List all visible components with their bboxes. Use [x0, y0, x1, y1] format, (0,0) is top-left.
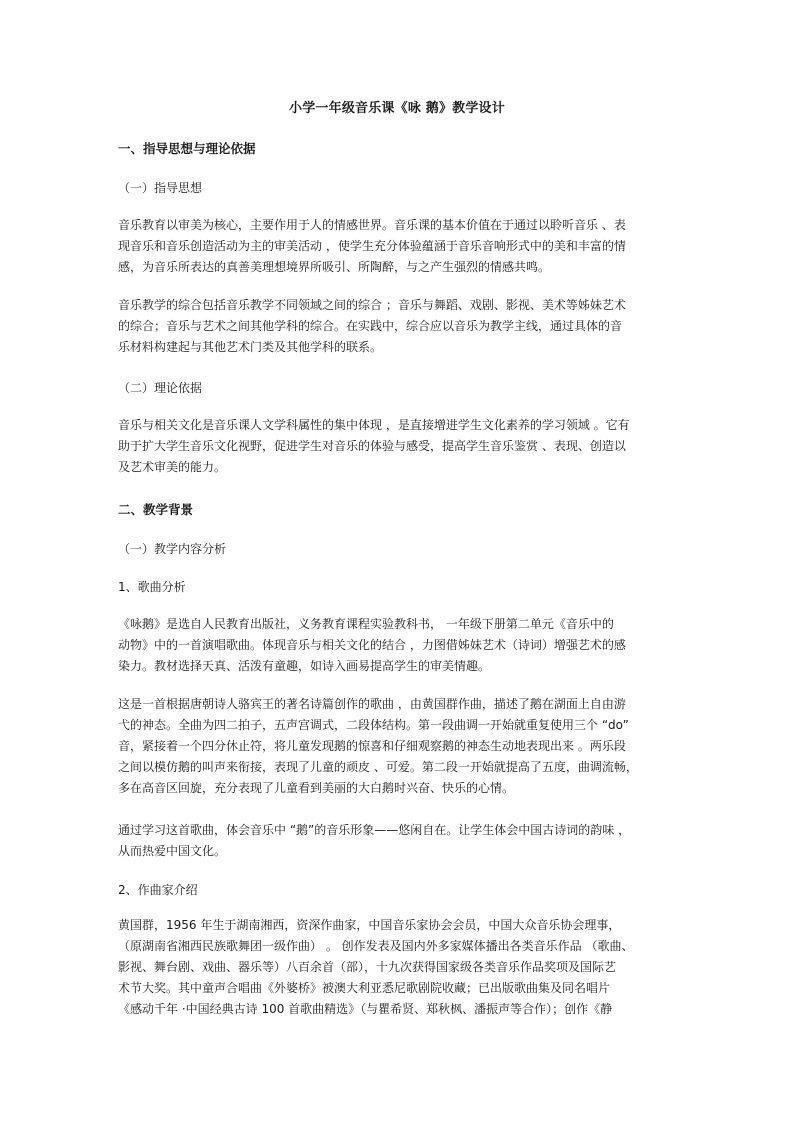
paragraph-song-structure: [118, 694, 684, 799]
section-2-heading: 二、教学背景: [118, 502, 194, 517]
paragraph-line: 黄国群，1956 年生于湖南湘西，资深作曲家，中国音乐家协会会员，中国大众音乐协会理事，: [118, 918, 621, 932]
paragraph-line: 感，为音乐所表达的真善美理想境界所吸引、所陶醉，与之产生强烈的情感共鸣。: [118, 260, 551, 274]
paragraph-line: 动物》中的一首演唱歌曲。体现音乐与相关文化的结合 ，力图借姊妹艺术（诗词）增强艺术的感: [118, 638, 626, 652]
section-1-heading: 一、指导思想与理论依据: [118, 141, 256, 156]
item-composer-intro: 2、作曲家介绍: [118, 883, 198, 897]
paragraph-line: 多在高音区回旋，充分表现了儿童看到美丽的大白鹅时兴奋、快乐的心情。: [118, 781, 515, 795]
paragraph-line: 现音乐和音乐创造活动为主的审美活动 ，使学生充分体验蕴涵于音乐音响形式中的美和丰富的情: [118, 239, 626, 253]
paragraph-line: 的综合；音乐与艺术之间其他学科的综合。在实践中，综合应以音乐为教学主线，通过具体的音: [118, 319, 623, 333]
paragraph-line: 染力。教材选择天真、活泼有童趣，如诗入画易提高学生的审美情趣。: [118, 659, 491, 673]
paragraph-line: 《咏鹅》是选自人民教育出版社，义务教育课程实验教科书， 一年级下册第二单元《音乐中的: [118, 617, 614, 631]
item-song-analysis: 1、歌曲分析: [118, 580, 186, 594]
paragraph-line: 音，紧接着一个四分休止符，将儿童发现鹅的惊喜和仔细观察鹅的神态生动地表现出来 。两乐段: [118, 739, 626, 753]
paragraph-line: 这是一首根据唐朝诗人骆宾王的著名诗篇创作的歌曲 ，由黄国群作曲，描述了鹅在湖面上自由游: [118, 697, 626, 711]
paragraph-line: 及艺术审美的能力。: [118, 460, 227, 474]
paragraph-line: 通过学习这首歌曲，体会音乐中 “鹅”的音乐形象——悠闲自在。让学生体会中国古诗词的韵味 ，: [118, 823, 631, 837]
paragraph-integration: [118, 295, 684, 358]
paragraph-learning-goal: [118, 820, 684, 862]
paragraph-composer: [118, 915, 684, 1020]
subsection-content-analysis: （一）教学内容分析: [118, 542, 227, 556]
paragraph-line: 术节大奖。其中童声合唱曲《外婆桥》被澳大利亚悉尼歌剧院收藏；已出版歌曲集及同名唱片: [118, 981, 611, 995]
paragraph-line: 弋的神态。全曲为四二拍子，五声宫调式，二段体结构。第一段曲调一开始就重复使用三个 “do”: [118, 718, 629, 732]
paragraph-line: 乐材料构建起与其他艺术门类及其他学科的联系。: [118, 340, 383, 354]
paragraph-line: 音乐教学的综合包括音乐教学不同领域之间的综合 ；音乐与舞蹈、戏剧、影视、美术等姊妹艺术: [118, 298, 626, 312]
paragraph-line: （原湖南省湘西民族歌舞团一级作曲） 。 创作发表及国内外多家媒体播出各类音乐作品 （歌曲、: [118, 939, 634, 953]
paragraph-music-education: [118, 215, 684, 278]
paragraph-line: 从而热爱中国文化。: [118, 844, 227, 858]
paragraph-line: 音乐教育以审美为核心，主要作用于人的情感世界。音乐课的基本价值在于通过以聆听音乐 、表: [118, 218, 626, 232]
paragraph-song-source: [118, 614, 684, 677]
paragraph-line: 《感动千年 ·中国经典古诗 100 首歌曲精选》（与瞿希贤、郑秋枫、潘振声等合作）；创作《静: [118, 1002, 613, 1016]
document-title: 小学一年级音乐课《咏 鹅》教学设计: [289, 101, 505, 116]
subsection-theory-basis: （二）理论依据: [118, 381, 203, 395]
paragraph-culture: [118, 415, 684, 478]
paragraph-line: 助于扩大学生音乐文化视野，促进学生对音乐的体验与感受，提高学生音乐鉴赏 、表现、创造以: [118, 439, 626, 453]
paragraph-line: 影视、舞台剧、戏曲、器乐等）八百余首（部），十九次获得国家级各类音乐作品奖项及国际艺: [118, 960, 617, 974]
paragraph-line: 音乐与相关文化是音乐课人文学科属性的集中体现 ，是直接增进学生文化素养的学习领域 。它有: [118, 418, 630, 432]
subsection-guiding-thought: （一）指导思想: [118, 181, 203, 195]
paragraph-line: 之间以模仿鹅的叫声来衔接，表现了儿童的顽皮 、可爱。第二段一开始就提高了五度，曲调流畅，: [118, 760, 638, 774]
